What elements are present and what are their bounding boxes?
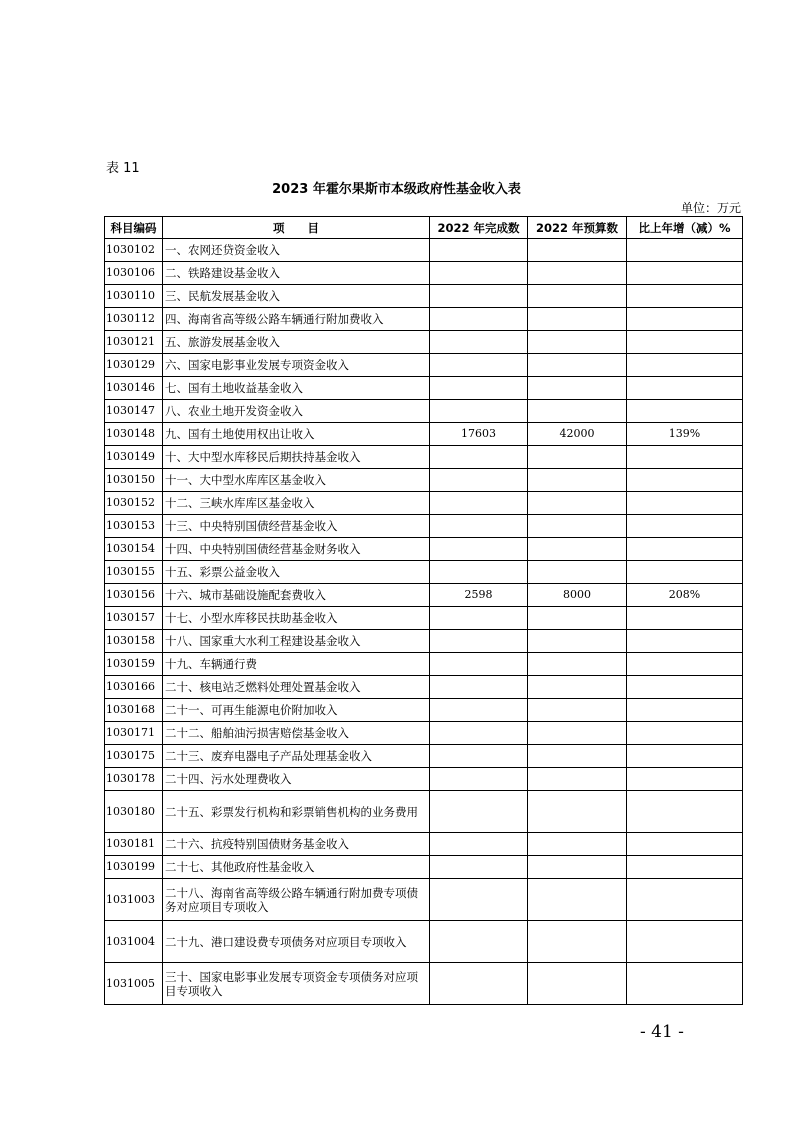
- table-row: [105, 377, 743, 400]
- table-row: [105, 791, 743, 833]
- table-row: [105, 879, 743, 921]
- row-change-percent: [627, 400, 743, 423]
- row-change-percent: [627, 561, 743, 584]
- row-budget-2022: [528, 653, 627, 676]
- row-completed-2022: [430, 561, 528, 584]
- row-change-percent: [627, 354, 743, 377]
- row-budget-2022: 42000: [528, 423, 627, 446]
- row-completed-2022: [430, 446, 528, 469]
- row-item-name: 十、大中型水库移民后期扶持基金收入: [163, 446, 430, 469]
- row-code: 1030110: [105, 285, 163, 308]
- row-change-percent: [627, 963, 743, 1005]
- row-completed-2022: [430, 791, 528, 833]
- row-change-percent: [627, 308, 743, 331]
- table-row: [105, 492, 743, 515]
- row-budget-2022: [528, 239, 627, 262]
- row-change-percent: 139%: [627, 423, 743, 446]
- row-code: 1030149: [105, 446, 163, 469]
- row-code: 1030175: [105, 745, 163, 768]
- row-change-percent: [627, 921, 743, 963]
- row-completed-2022: [430, 400, 528, 423]
- row-item-name: 二十八、海南省高等级公路车辆通行附加费专项债务对应项目专项收入: [163, 879, 430, 921]
- row-code: 1030154: [105, 538, 163, 561]
- table-row: [105, 630, 743, 653]
- row-budget-2022: [528, 630, 627, 653]
- row-code: 1030150: [105, 469, 163, 492]
- row-completed-2022: [430, 699, 528, 722]
- row-budget-2022: [528, 676, 627, 699]
- row-change-percent: [627, 791, 743, 833]
- row-code: 1030158: [105, 630, 163, 653]
- row-change-percent: [627, 630, 743, 653]
- row-change-percent: [627, 285, 743, 308]
- column-header-budget-2022: 2022 年预算数: [528, 217, 627, 239]
- row-budget-2022: [528, 879, 627, 921]
- row-completed-2022: [430, 833, 528, 856]
- row-item-name: 二十、核电站乏燃料处理处置基金收入: [163, 676, 430, 699]
- row-code: 1030147: [105, 400, 163, 423]
- table-row: [105, 561, 743, 584]
- row-change-percent: [627, 653, 743, 676]
- row-budget-2022: [528, 538, 627, 561]
- column-header-item: 项 目: [163, 217, 430, 239]
- row-code: 1030171: [105, 722, 163, 745]
- row-item-name: 十九、车辆通行费: [163, 653, 430, 676]
- row-budget-2022: [528, 856, 627, 879]
- row-code: 1030199: [105, 856, 163, 879]
- table-label: 表 11: [106, 161, 140, 176]
- row-code: 1030181: [105, 833, 163, 856]
- row-change-percent: [627, 331, 743, 354]
- table-row: [105, 331, 743, 354]
- row-budget-2022: [528, 400, 627, 423]
- row-budget-2022: [528, 354, 627, 377]
- row-change-percent: [627, 262, 743, 285]
- row-completed-2022: [430, 538, 528, 561]
- row-change-percent: 208%: [627, 584, 743, 607]
- row-change-percent: [627, 676, 743, 699]
- row-code: 1030157: [105, 607, 163, 630]
- table-row: [105, 262, 743, 285]
- row-item-name: 七、国有土地收益基金收入: [163, 377, 430, 400]
- row-code: 1030121: [105, 331, 163, 354]
- table-row: [105, 963, 743, 1005]
- row-change-percent: [627, 722, 743, 745]
- row-budget-2022: 8000: [528, 584, 627, 607]
- row-code: 1030146: [105, 377, 163, 400]
- row-budget-2022: [528, 446, 627, 469]
- row-budget-2022: [528, 469, 627, 492]
- row-change-percent: [627, 446, 743, 469]
- unit-label: 单位：万元: [680, 201, 741, 215]
- page-title: 2023 年霍尔果斯市本级政府性基金收入表: [272, 182, 521, 197]
- table-header-row: [105, 217, 743, 239]
- row-completed-2022: [430, 630, 528, 653]
- row-change-percent: [627, 239, 743, 262]
- row-change-percent: [627, 768, 743, 791]
- row-item-name: 九、国有土地使用权出让收入: [163, 423, 430, 446]
- table-row: [105, 653, 743, 676]
- row-change-percent: [627, 607, 743, 630]
- table-row: [105, 921, 743, 963]
- row-budget-2022: [528, 331, 627, 354]
- row-budget-2022: [528, 515, 627, 538]
- row-item-name: 二十三、废弃电器电子产品处理基金收入: [163, 745, 430, 768]
- row-code: 1030155: [105, 561, 163, 584]
- row-item-name: 二十九、港口建设费专项债务对应项目专项收入: [163, 921, 430, 963]
- row-completed-2022: [430, 963, 528, 1005]
- row-item-name: 一、农网还贷资金收入: [163, 239, 430, 262]
- row-completed-2022: [430, 515, 528, 538]
- row-completed-2022: [430, 492, 528, 515]
- row-item-name: 十五、彩票公益金收入: [163, 561, 430, 584]
- column-header-code: 科目编码: [105, 217, 163, 239]
- row-budget-2022: [528, 745, 627, 768]
- row-item-name: 三、民航发展基金收入: [163, 285, 430, 308]
- row-item-name: 二十五、彩票发行机构和彩票销售机构的业务费用: [163, 791, 430, 833]
- row-code: 1030106: [105, 262, 163, 285]
- row-code: 1030129: [105, 354, 163, 377]
- row-item-name: 五、旅游发展基金收入: [163, 331, 430, 354]
- row-item-name: 二十二、船舶油污损害赔偿基金收入: [163, 722, 430, 745]
- row-change-percent: [627, 833, 743, 856]
- row-completed-2022: [430, 722, 528, 745]
- row-item-name: 二、铁路建设基金收入: [163, 262, 430, 285]
- row-code: 1030180: [105, 791, 163, 833]
- table-row: [105, 285, 743, 308]
- table-row: [105, 607, 743, 630]
- row-item-name: 二十四、污水处理费收入: [163, 768, 430, 791]
- table-row: [105, 833, 743, 856]
- row-code: 1031003: [105, 879, 163, 921]
- row-item-name: 二十一、可再生能源电价附加收入: [163, 699, 430, 722]
- row-change-percent: [627, 879, 743, 921]
- row-code: 1030112: [105, 308, 163, 331]
- table-row: [105, 308, 743, 331]
- row-budget-2022: [528, 308, 627, 331]
- row-budget-2022: [528, 768, 627, 791]
- row-completed-2022: [430, 285, 528, 308]
- row-change-percent: [627, 515, 743, 538]
- row-change-percent: [627, 856, 743, 879]
- row-item-name: 十七、小型水库移民扶助基金收入: [163, 607, 430, 630]
- row-completed-2022: [430, 676, 528, 699]
- row-budget-2022: [528, 607, 627, 630]
- row-budget-2022: [528, 285, 627, 308]
- row-change-percent: [627, 745, 743, 768]
- row-change-percent: [627, 377, 743, 400]
- table-body: [105, 239, 743, 1005]
- row-code: 1030153: [105, 515, 163, 538]
- row-budget-2022: [528, 492, 627, 515]
- row-completed-2022: 2598: [430, 584, 528, 607]
- row-code: 1030178: [105, 768, 163, 791]
- row-item-name: 四、海南省高等级公路车辆通行附加费收入: [163, 308, 430, 331]
- column-header-completed-2022: 2022 年完成数: [430, 217, 528, 239]
- row-budget-2022: [528, 722, 627, 745]
- row-item-name: 二十七、其他政府性基金收入: [163, 856, 430, 879]
- row-code: 1030166: [105, 676, 163, 699]
- table-row: [105, 699, 743, 722]
- row-budget-2022: [528, 561, 627, 584]
- row-completed-2022: [430, 856, 528, 879]
- table-row: [105, 446, 743, 469]
- row-change-percent: [627, 538, 743, 561]
- row-completed-2022: [430, 262, 528, 285]
- row-budget-2022: [528, 262, 627, 285]
- row-budget-2022: [528, 699, 627, 722]
- table-row: [105, 584, 743, 607]
- row-code: 1030168: [105, 699, 163, 722]
- row-completed-2022: [430, 331, 528, 354]
- row-completed-2022: [430, 768, 528, 791]
- row-code: 1030156: [105, 584, 163, 607]
- revenue-table: [104, 216, 743, 1005]
- row-item-name: 十三、中央特别国债经营基金收入: [163, 515, 430, 538]
- row-item-name: 十八、国家重大水利工程建设基金收入: [163, 630, 430, 653]
- row-item-name: 十四、中央特别国债经营基金财务收入: [163, 538, 430, 561]
- table-row: [105, 768, 743, 791]
- row-code: 1031004: [105, 921, 163, 963]
- row-completed-2022: [430, 469, 528, 492]
- row-item-name: 二十六、抗疫特别国债财务基金收入: [163, 833, 430, 856]
- table-row: [105, 354, 743, 377]
- row-item-name: 八、农业土地开发资金收入: [163, 400, 430, 423]
- row-budget-2022: [528, 377, 627, 400]
- row-completed-2022: [430, 239, 528, 262]
- row-code: 1030102: [105, 239, 163, 262]
- row-completed-2022: [430, 377, 528, 400]
- row-item-name: 十二、三峡水库库区基金收入: [163, 492, 430, 515]
- row-code: 1030148: [105, 423, 163, 446]
- row-change-percent: [627, 699, 743, 722]
- table-row: [105, 856, 743, 879]
- table-row: [105, 469, 743, 492]
- row-budget-2022: [528, 963, 627, 1005]
- row-completed-2022: [430, 745, 528, 768]
- row-code: 1030152: [105, 492, 163, 515]
- table-row: [105, 722, 743, 745]
- column-header-change-percent: 比上年增（减）%: [627, 217, 743, 239]
- row-budget-2022: [528, 833, 627, 856]
- table-row: [105, 239, 743, 262]
- table-row: [105, 538, 743, 561]
- page-number: - 41 -: [640, 1022, 684, 1042]
- row-budget-2022: [528, 921, 627, 963]
- table-row: [105, 745, 743, 768]
- table-row: [105, 676, 743, 699]
- row-completed-2022: [430, 921, 528, 963]
- row-budget-2022: [528, 791, 627, 833]
- row-completed-2022: [430, 653, 528, 676]
- row-item-name: 六、国家电影事业发展专项资金收入: [163, 354, 430, 377]
- row-item-name: 十六、城市基础设施配套费收入: [163, 584, 430, 607]
- row-item-name: 十一、大中型水库库区基金收入: [163, 469, 430, 492]
- table-row: [105, 423, 743, 446]
- row-completed-2022: [430, 354, 528, 377]
- row-completed-2022: [430, 879, 528, 921]
- row-change-percent: [627, 492, 743, 515]
- row-code: 1031005: [105, 963, 163, 1005]
- row-change-percent: [627, 469, 743, 492]
- table-row: [105, 515, 743, 538]
- row-completed-2022: 17603: [430, 423, 528, 446]
- row-completed-2022: [430, 308, 528, 331]
- row-item-name: 三十、国家电影事业发展专项资金专项债务对应项目专项收入: [163, 963, 430, 1005]
- row-code: 1030159: [105, 653, 163, 676]
- table-row: [105, 400, 743, 423]
- row-completed-2022: [430, 607, 528, 630]
